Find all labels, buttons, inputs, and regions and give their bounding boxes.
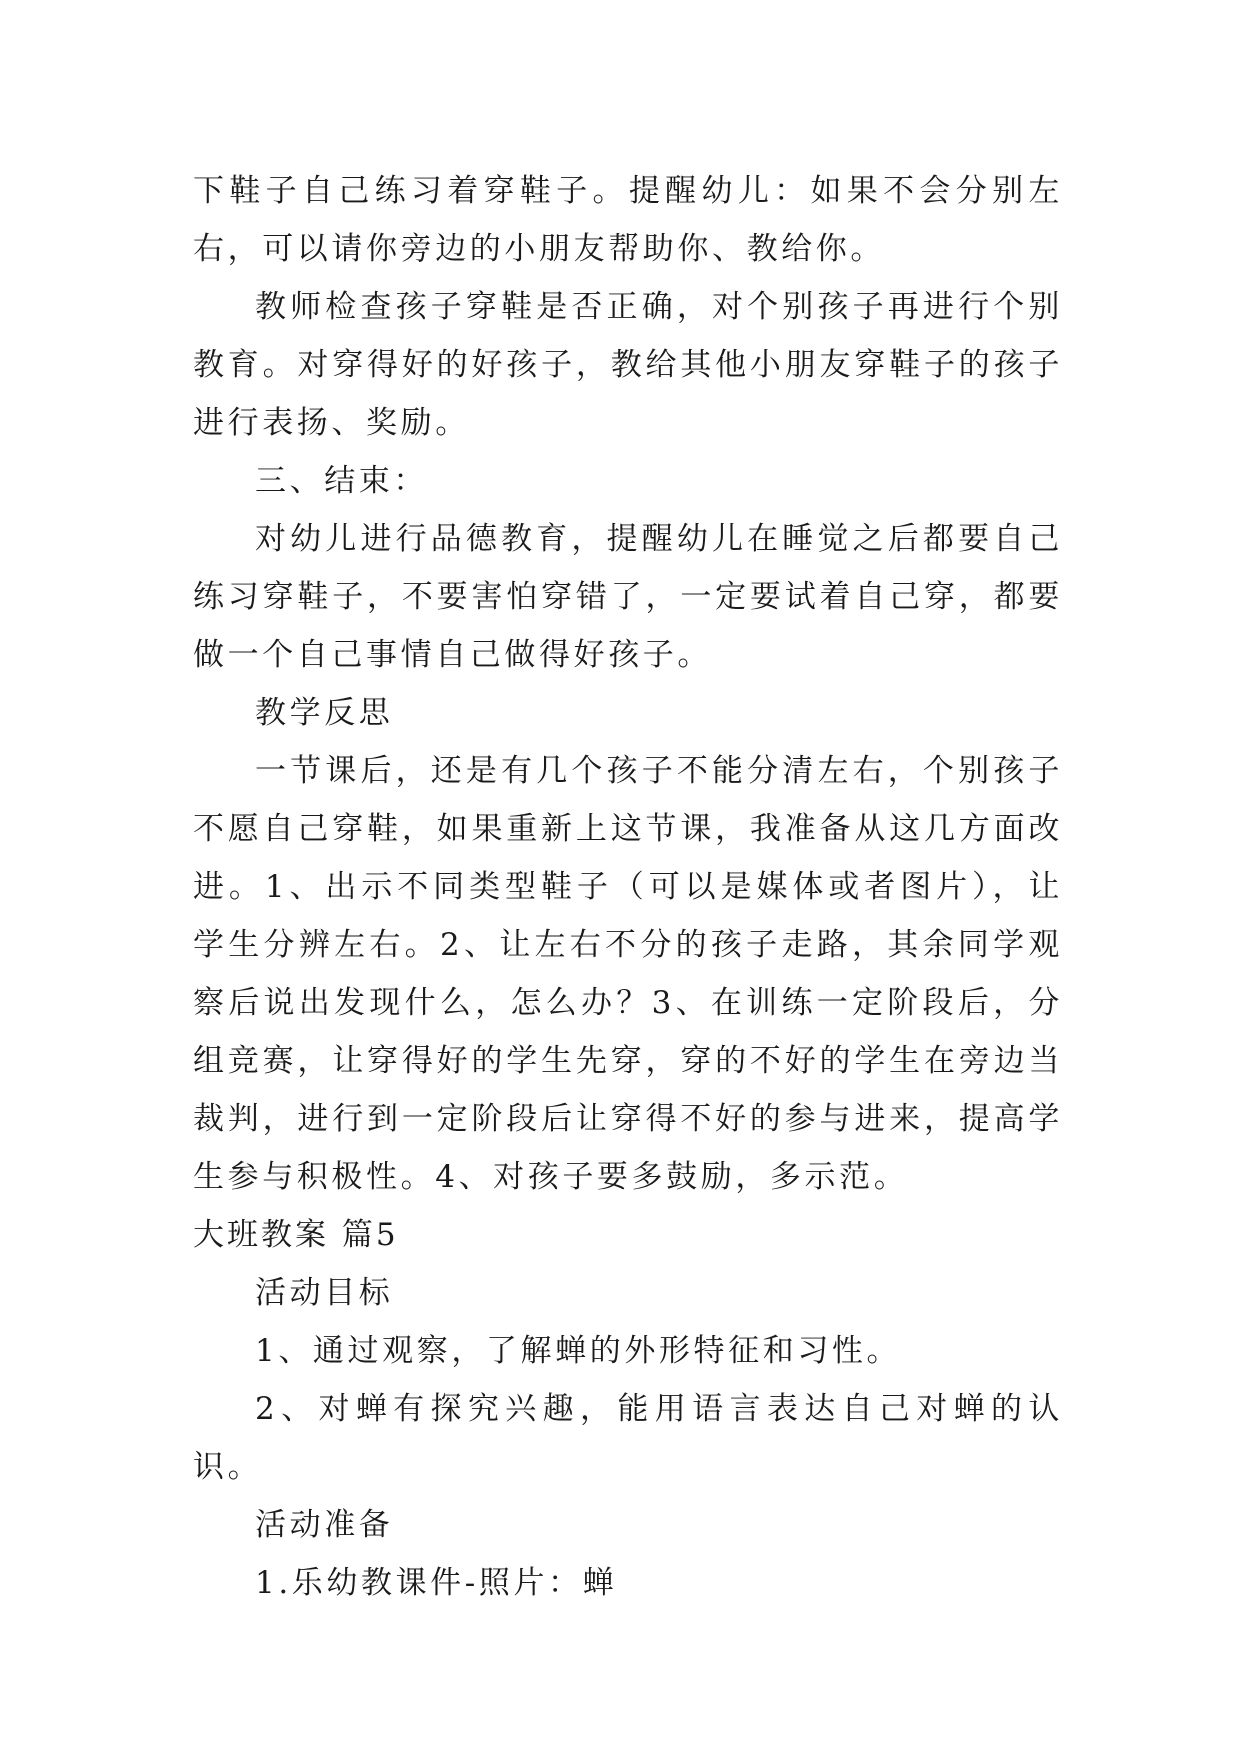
section-heading-ending: 三、结束： <box>255 463 428 499</box>
paragraph-shoe-practice: 下鞋子自己练习着穿鞋子。提醒幼儿：如果不会分别左右，可以请你旁边的小朋友帮助你、教给你。 <box>193 173 1063 267</box>
paragraph-teacher-check: 教师检查孩子穿鞋是否正确，对个别孩子再进行个别教育。对穿得好的好孩子，教给其他小朋友穿鞋子的孩子进行表扬、奖励。 <box>193 289 1063 441</box>
objective-item-2: 2、对蝉有探究兴趣，能用语言表达自己对蝉的认识。 <box>193 1391 1063 1485</box>
preparation-item-1: 1.乐幼教课件-照片：蝉 <box>255 1565 618 1601</box>
paragraph-reflection: 一节课后，还是有几个孩子不能分清左右，个别孩子不愿自己穿鞋，如果重新上这节课，我准备从这几方面改进。1、出示不同类型鞋子（可以是媒体或者图片），让学生分辨左右。2、让左右不分的孩子走路，其余同学观察后说出发现什么，怎么办？3、在训练一定阶段后，分组竞赛，让穿得好的学生先穿，穿的不好的学生在旁边当裁判，进行到一定阶段后让穿得不好的参与进来，提高学生参与积极性。4、对孩子要多鼓励，多示范。 <box>193 753 1063 1195</box>
section-heading-preparation: 活动准备 <box>255 1507 394 1543</box>
section-heading-reflection: 教学反思 <box>255 695 394 731</box>
paragraph-moral-education: 对幼儿进行品德教育，提醒幼儿在睡觉之后都要自己练习穿鞋子，不要害怕穿错了，一定要试着自己穿，都要做一个自己事情自己做得好孩子。 <box>193 521 1063 673</box>
document-body <box>193 162 1063 1612</box>
section-heading-objectives: 活动目标 <box>255 1275 394 1311</box>
objective-item-1: 1、通过观察，了解蝉的外形特征和习性。 <box>255 1333 902 1369</box>
lesson-plan-title: 大班教案 篇5 <box>193 1217 399 1253</box>
